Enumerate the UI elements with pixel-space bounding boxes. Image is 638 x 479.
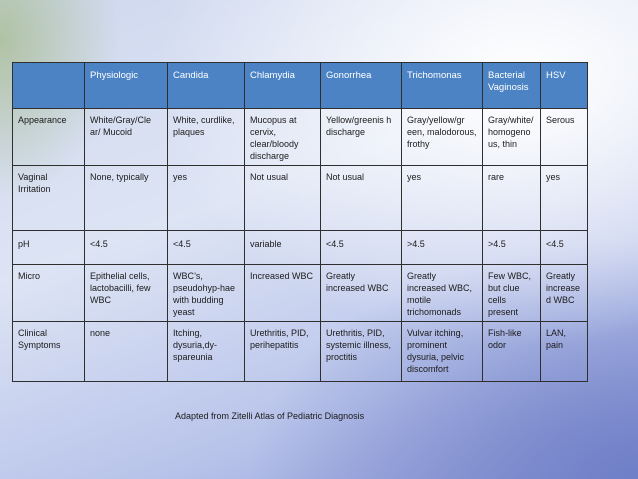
table-cell: Greatly increased WBC	[541, 265, 588, 322]
header-cell-chlamydia: Chlamydia	[245, 63, 321, 109]
table-cell: None, typically	[85, 166, 168, 231]
table-cell: Serous	[541, 109, 588, 166]
table-cell: Itching, dysuria,dy-spareunia	[168, 322, 245, 382]
table-cell: Greatly increased WBC, motile trichomonads	[402, 265, 483, 322]
table-cell: Mucopus at cervix, clear/bloody discharge	[245, 109, 321, 166]
table-cell: <4.5	[85, 231, 168, 265]
row-label-clinical-symptoms: Clinical Symptoms	[13, 322, 85, 382]
header-cell-hsv: HSV	[541, 63, 588, 109]
vaginitis-comparison-table	[12, 62, 588, 382]
table-cell: Gray/white/ homogenous, thin	[483, 109, 541, 166]
table-cell: Epithelial cells, lactobacilli, few WBC	[85, 265, 168, 322]
table-cell: yes	[402, 166, 483, 231]
table-cell: Urethritis, PID, perihepatitis	[245, 322, 321, 382]
table-cell: Increased WBC	[245, 265, 321, 322]
row-label-micro: Micro	[13, 265, 85, 322]
table-row	[13, 322, 588, 382]
table-cell: Fish-like odor	[483, 322, 541, 382]
table-cell: White/Gray/Cle ar/ Mucoid	[85, 109, 168, 166]
table-cell: none	[85, 322, 168, 382]
table-cell: <4.5	[168, 231, 245, 265]
table-cell: yes	[541, 166, 588, 231]
table-cell: Yellow/greenis h discharge	[321, 109, 402, 166]
table-cell: WBC’s, pseudohyp-hae with budding yeast	[168, 265, 245, 322]
table-row	[13, 265, 588, 322]
row-label-ph: pH	[13, 231, 85, 265]
comparison-table-container	[12, 62, 587, 382]
table-cell: Vulvar itching, prominent dysuria, pelvic discomfort	[402, 322, 483, 382]
header-cell-bacterial-vaginosis: Bacterial Vaginosis	[483, 63, 541, 109]
header-cell-physiologic: Physiologic	[85, 63, 168, 109]
table-cell: yes	[168, 166, 245, 231]
table-row	[13, 166, 588, 231]
table-cell: LAN, pain	[541, 322, 588, 382]
row-label-vaginal-irritation: Vaginal Irritation	[13, 166, 85, 231]
table-cell: Few WBC, but clue cells present	[483, 265, 541, 322]
header-cell-candida: Candida	[168, 63, 245, 109]
table-cell: Urethritis, PID, systemic illness, proctitis	[321, 322, 402, 382]
table-cell: rare	[483, 166, 541, 231]
table-cell: <4.5	[541, 231, 588, 265]
table-cell: Not usual	[321, 166, 402, 231]
table-cell: White, curdlike, plaques	[168, 109, 245, 166]
table-cell: Not usual	[245, 166, 321, 231]
row-label-appearance: Appearance	[13, 109, 85, 166]
table-cell: Gray/yellow/gr een, malodorous, frothy	[402, 109, 483, 166]
table-header-row	[13, 63, 588, 109]
header-cell	[13, 63, 85, 109]
table-cell: >4.5	[402, 231, 483, 265]
header-cell-trichomonas: Trichomonas	[402, 63, 483, 109]
table-row	[13, 231, 588, 265]
table-cell: <4.5	[321, 231, 402, 265]
header-cell-gonorrhea: Gonorrhea	[321, 63, 402, 109]
table-cell: Greatly increased WBC	[321, 265, 402, 322]
table-cell: variable	[245, 231, 321, 265]
table-cell: >4.5	[483, 231, 541, 265]
table-row	[13, 109, 588, 166]
source-caption: Adapted from Zitelli Atlas of Pediatric Diagnosis	[175, 411, 365, 421]
